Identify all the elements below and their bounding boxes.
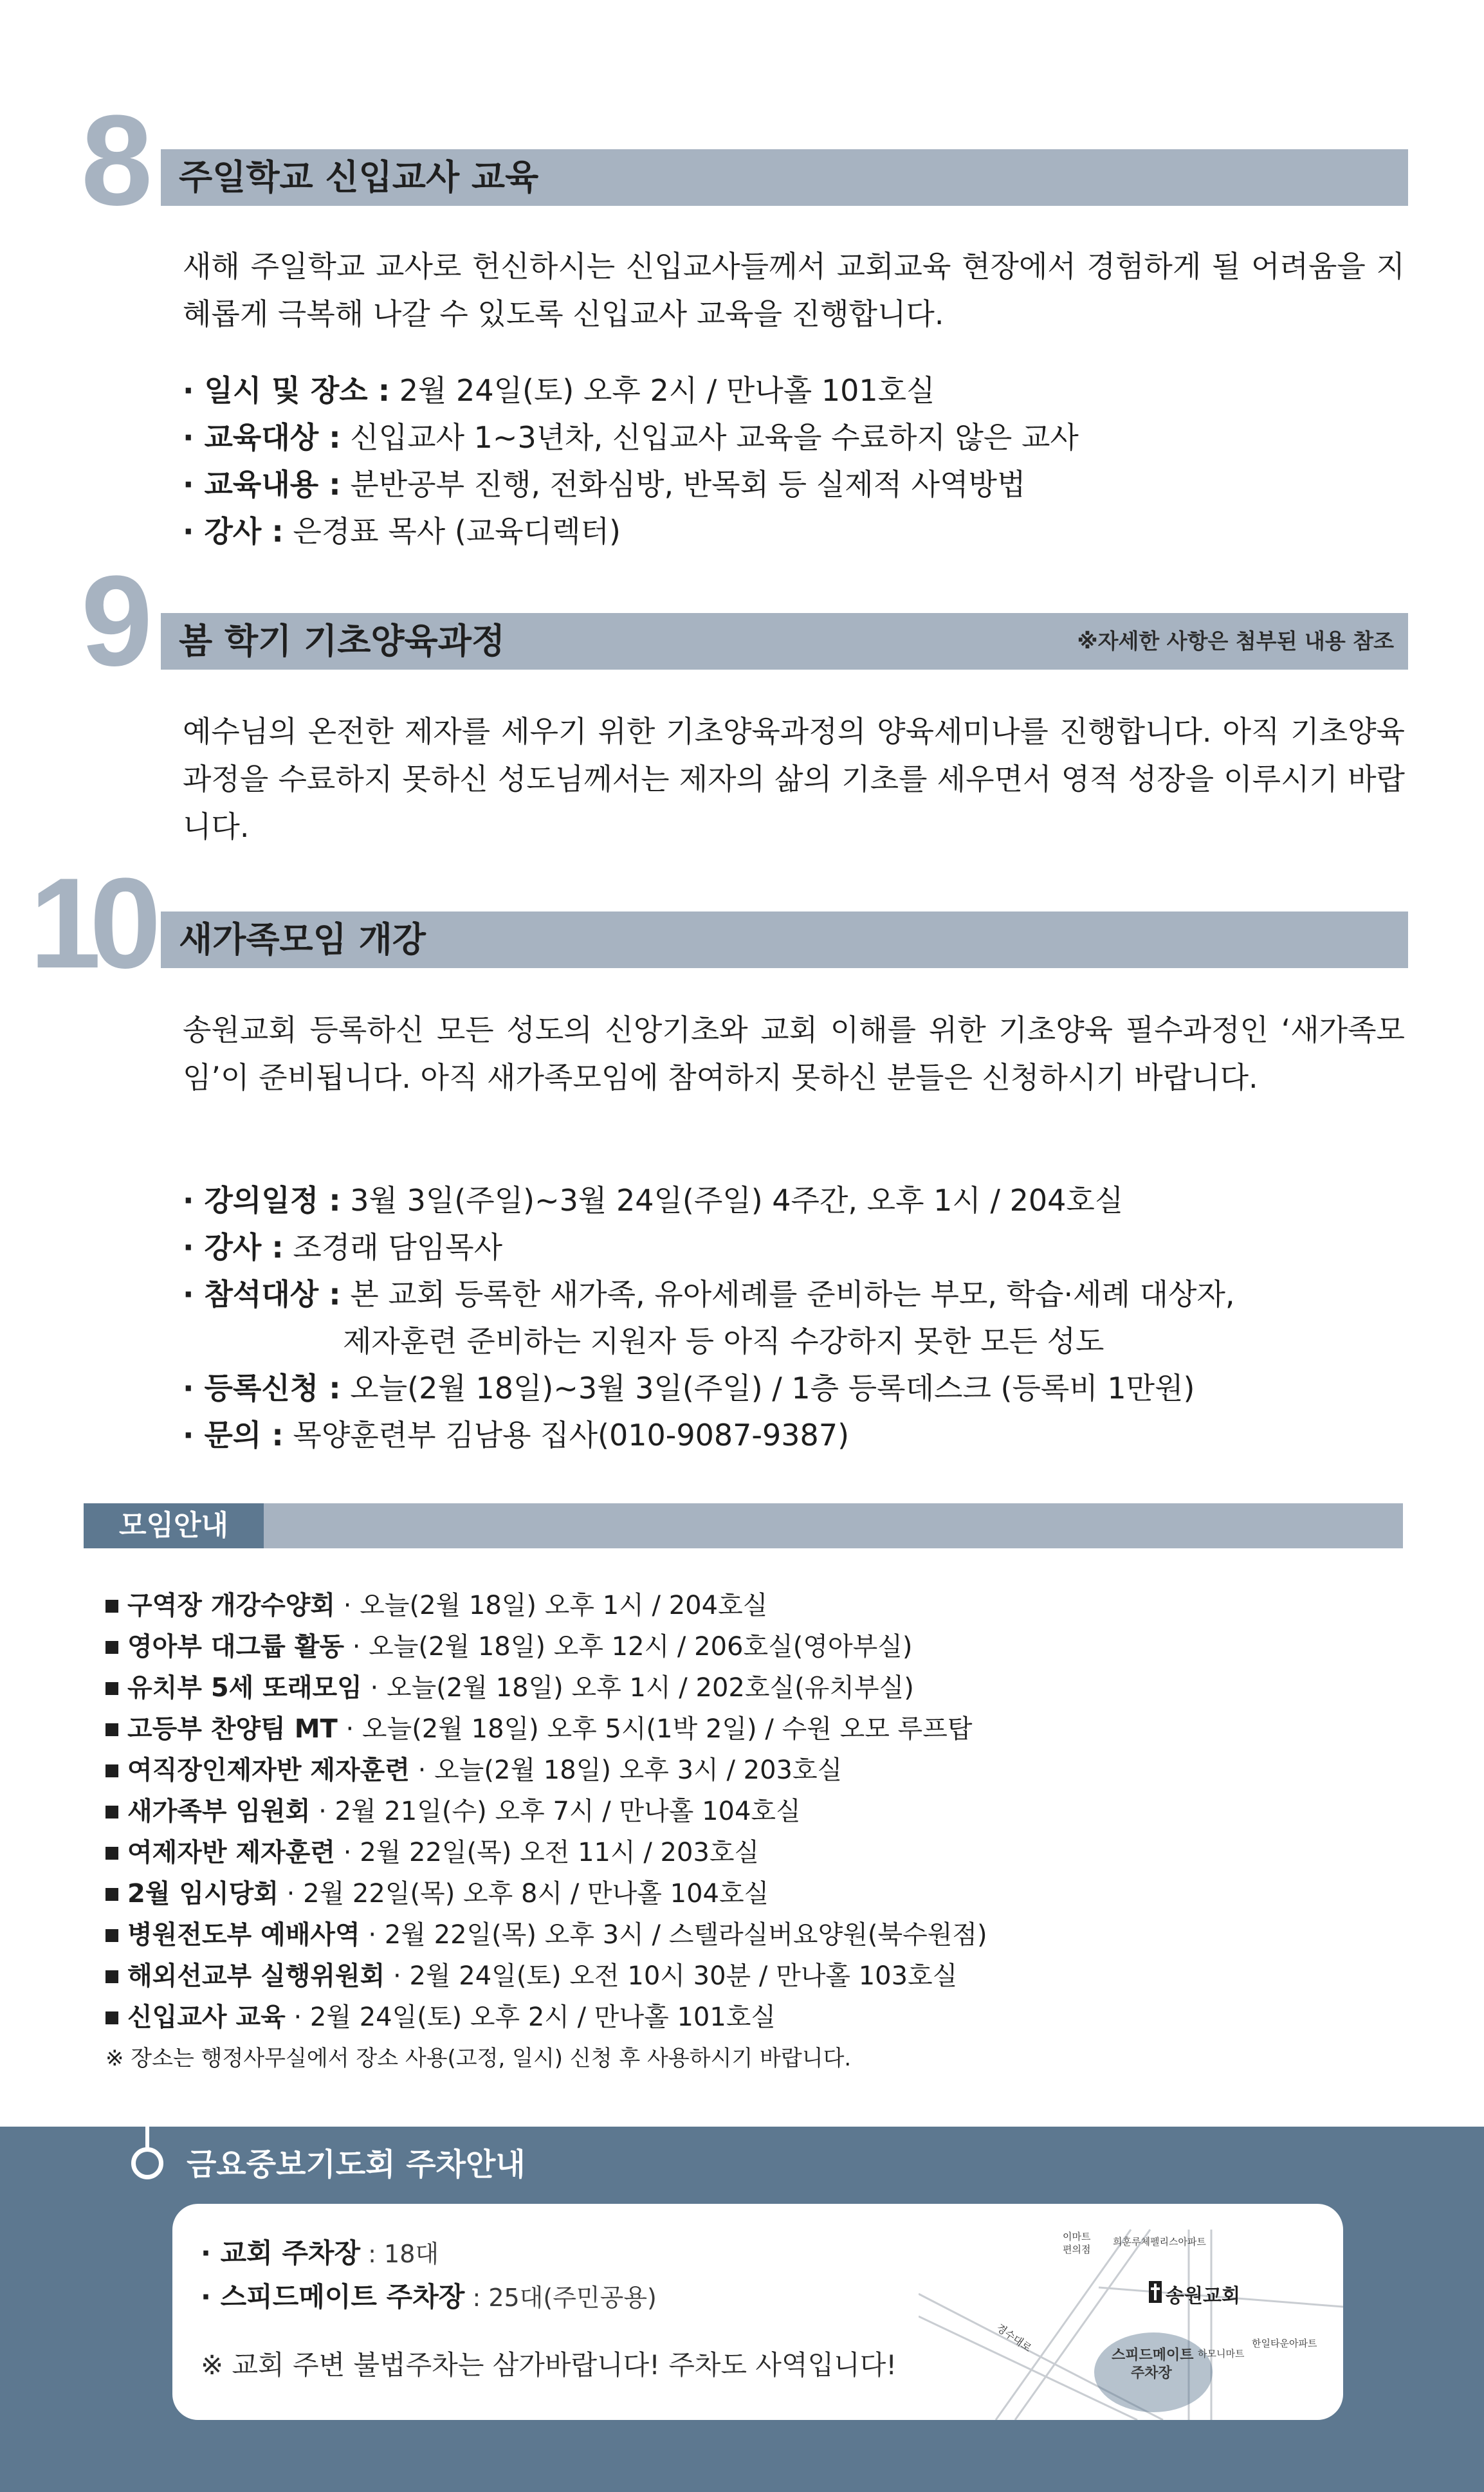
square-bullet-icon: [105, 1929, 118, 1942]
meeting-detail: · 오늘(2월 18일) 오후 12시 / 206호실(영아부실): [344, 1632, 913, 1662]
meeting-name: 영아부 대그룹 활동: [127, 1632, 344, 1662]
map-label-store: 편의점: [1063, 2244, 1091, 2255]
detail-label: · 문의 :: [183, 1418, 284, 1452]
map-label-speedmate: 스피드메이트: [1112, 2347, 1194, 2363]
detail-value: 목양훈련부 김남용 집사(010-9087-9387): [283, 1418, 850, 1452]
section-note: ※자세한 사항은 첨부된 내용 참조: [1077, 628, 1394, 654]
section-number-10: 10: [30, 852, 150, 995]
map-label-church: 송원교회: [1166, 2285, 1240, 2307]
section-title: 새가족모임 개강: [179, 919, 426, 960]
meeting-name: 여직장인제자반 제자훈련: [127, 1755, 410, 1785]
meeting-name: 해외선교부 실행위원회: [127, 1961, 385, 1991]
detail-label: · 강사 :: [183, 1230, 284, 1265]
meeting-detail: · 2월 24일(토) 오전 10시 30분 / 만나홀 103호실: [385, 1961, 958, 1991]
detail-label: · 참석대상 :: [183, 1277, 341, 1312]
list-item: [105, 1956, 987, 1997]
parking-map: [919, 2204, 1343, 2420]
meeting-detail: · 2월 21일(수) 오후 7시 / 만나홀 104호실: [310, 1797, 801, 1826]
detail-value: 분반공부 진행, 전화심방, 반목회 등 실제적 사역방법: [340, 467, 1026, 502]
map-label-apartment: 희훈루체펠리스아파트: [1113, 2236, 1206, 2248]
square-bullet-icon: [105, 1806, 118, 1819]
list-item: [105, 1873, 987, 1914]
list-item: [105, 1791, 987, 1832]
section-paragraph: 송원교회 등록하신 모든 성도의 신앙기초와 교회 이해를 위한 기초양육 필수과정인 ‘새가족모임’이 준비됩니다. 아직 새가족모임에 참여하지 못하신 분들은 신청하시기 바랍니다.: [183, 1012, 1405, 1095]
meeting-detail: · 2월 22일(목) 오후 3시 / 스텔라실버요양원(북수원점): [360, 1920, 987, 1950]
section-detail-list: [183, 367, 1079, 555]
section-title-bar: [161, 149, 1408, 206]
meetings-title: 모임안내: [118, 1509, 228, 1542]
detail-row: [183, 367, 1079, 414]
meeting-name: 2월 임시당회: [127, 1879, 279, 1909]
square-bullet-icon: [105, 1888, 118, 1901]
detail-row: [183, 508, 1079, 555]
square-bullet-icon: [105, 1764, 118, 1777]
meeting-detail: · 오늘(2월 18일) 오후 5시(1박 2일) / 수원 오모 루프탑: [337, 1714, 973, 1744]
parking-title: 금요중보기도회 주차안내: [187, 2147, 526, 2183]
church-parking-value: : 18대: [360, 2240, 439, 2268]
meeting-detail: · 오늘(2월 18일) 오후 1시 / 202호실(유치부실): [362, 1673, 914, 1703]
section-paragraph: 예수님의 온전한 제자를 세우기 위한 기초양육과정의 양육세미나를 진행합니다. 아직 기초양육과정을 수료하지 못하신 성도님께서는 제자의 삶의 기초를 세우면서 영적 성장을 이루시기 바랍니다.: [183, 714, 1405, 844]
detail-label: · 교육내용 :: [183, 467, 341, 502]
map-label-emart: 이마트: [1063, 2231, 1091, 2242]
pin-stem-icon: [145, 2114, 149, 2150]
meeting-detail: · 2월 24일(토) 오후 2시 / 만나홀 101호실: [285, 2002, 776, 2032]
section-paragraph: 새해 주일학교 교사로 헌신하시는 신입교사들께서 교회교육 현장에서 경험하게 될 어려움을 지혜롭게 극복해 나갈 수 있도록 신입교사 교육을 진행합니다.: [183, 249, 1405, 331]
map-label-apartment-2: 한일타운아파트: [1252, 2338, 1317, 2349]
detail-label: · 등록신청 :: [183, 1371, 341, 1406]
list-item: [105, 1667, 987, 1709]
meeting-name: 병원전도부 예배사역: [127, 1920, 360, 1950]
meeting-name: 고등부 찬양팀 MT: [127, 1714, 338, 1744]
church-parking-line: [201, 2232, 439, 2271]
map-label-mart: 하모니마트: [1198, 2348, 1245, 2359]
detail-value: 제자훈련 준비하는 지원자 등 아직 수강하지 못한 모든 성도: [343, 1324, 1104, 1359]
detail-row: [183, 414, 1079, 461]
detail-value: 3월 3일(주일)~3월 24일(주일) 4주간, 오후 1시 / 204호실: [340, 1183, 1124, 1218]
list-item: [105, 1750, 987, 1791]
section-number-8: 8: [81, 89, 142, 232]
square-bullet-icon: [105, 1641, 118, 1654]
detail-value: 2월 24일(토) 오후 2시 / 만나홀 101호실: [390, 373, 935, 408]
meeting-name: 여제자반 제자훈련: [127, 1838, 336, 1867]
square-bullet-icon: [105, 1682, 118, 1695]
square-bullet-icon: [105, 2011, 118, 2024]
detail-row: [183, 1271, 1235, 1318]
section-number-9: 9: [81, 549, 142, 693]
meeting-name: 새가족부 임원회: [127, 1797, 311, 1826]
detail-row: [183, 461, 1079, 508]
speedmate-parking-line: [201, 2276, 657, 2314]
list-item: [105, 1997, 987, 2038]
list-item: [105, 1832, 987, 1873]
meeting-detail: · 오늘(2월 18일) 오후 3시 / 203호실: [409, 1755, 843, 1785]
pin-ring-icon: [131, 2147, 163, 2179]
square-bullet-icon: [105, 1970, 118, 1983]
section-title-bar: [161, 613, 1408, 670]
parking-warning: ※ 교회 주변 불법주차는 삼가바랍니다! 주차도 사역입니다!: [201, 2349, 897, 2381]
list-item: [105, 1626, 987, 1667]
detail-value: 조경래 담임목사: [283, 1230, 503, 1265]
meeting-detail: · 2월 22일(목) 오전 11시 / 203호실: [335, 1838, 760, 1867]
detail-row: [183, 1365, 1235, 1412]
detail-row: [183, 1224, 1235, 1271]
meetings-note: ※ 장소는 행정사무실에서 장소 사용(고정, 일시) 신청 후 사용하시기 바랍니다.: [105, 2046, 852, 2071]
map-label-road: 경수대로: [994, 2321, 1034, 2354]
detail-row: [183, 1412, 1235, 1459]
meetings-tag: [84, 1503, 264, 1548]
detail-value: 은경표 목사 (교육디렉터): [283, 514, 621, 549]
detail-row-continued: [183, 1318, 1235, 1365]
meeting-name: 구역장 개강수양회: [127, 1591, 336, 1620]
detail-value: 본 교회 등록한 새가족, 유아세례를 준비하는 부모, 학습·세례 대상자,: [340, 1277, 1235, 1312]
map-label-parking: 주차장: [1131, 2365, 1172, 2381]
speedmate-parking-label: · 스피드메이트 주차장: [201, 2281, 465, 2313]
section-title-bar: [161, 912, 1408, 968]
meeting-detail: · 오늘(2월 18일) 오후 1시 / 204호실: [335, 1591, 768, 1620]
list-item: [105, 1709, 987, 1750]
detail-label: · 강의일정 :: [183, 1183, 341, 1218]
detail-label: · 일시 및 장소 :: [183, 373, 390, 408]
list-item: [105, 1914, 987, 1956]
meeting-name: 유치부 5세 또래모임: [127, 1673, 362, 1703]
meetings-list: [105, 1585, 987, 2079]
section-detail-list: [183, 1177, 1235, 1459]
square-bullet-icon: [105, 1723, 118, 1736]
section-title: 주일학교 신입교사 교육: [179, 157, 539, 197]
detail-label: · 강사 :: [183, 514, 284, 549]
square-bullet-icon: [105, 1600, 118, 1613]
church-parking-label: · 교회 주차장: [201, 2237, 361, 2269]
detail-value: 오늘(2월 18일)~3월 3일(주일) / 1층 등록데스크 (등록비 1만원): [340, 1371, 1195, 1406]
speedmate-parking-value: : 25대(주민공용): [464, 2284, 657, 2312]
list-item: [105, 1585, 987, 1626]
square-bullet-icon: [105, 1847, 118, 1860]
meeting-name: 신입교사 교육: [127, 2002, 286, 2032]
meeting-detail: · 2월 22일(목) 오후 8시 / 만나홀 104호실: [278, 1879, 769, 1909]
detail-label: · 교육대상 :: [183, 420, 341, 455]
detail-row: [183, 1177, 1235, 1224]
parking-card: [172, 2204, 1343, 2420]
section-title: 봄 학기 기초양육과정: [179, 621, 506, 661]
meetings-header-bar: [84, 1503, 1403, 1548]
detail-value: 신입교사 1~3년차, 신입교사 교육을 수료하지 않은 교사: [340, 420, 1079, 455]
